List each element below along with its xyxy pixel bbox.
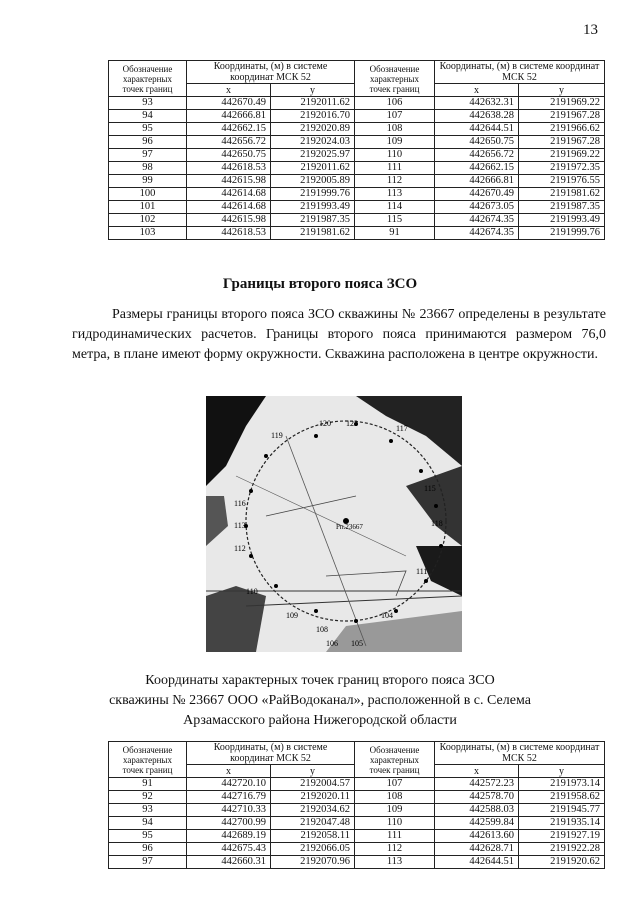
table-cell: 442644.51 [435, 123, 519, 136]
table-cell: 2191972.35 [519, 162, 605, 175]
map-label: 116 [234, 499, 246, 508]
table-cell: 101 [109, 201, 187, 214]
table-cell: 442662.15 [435, 162, 519, 175]
map-label: 118 [431, 519, 443, 528]
table-cell: 2191999.76 [271, 188, 355, 201]
table-cell: 2192011.62 [271, 97, 355, 110]
table-cell: 109 [355, 136, 435, 149]
table-cell: 96 [109, 136, 187, 149]
table-cell: 2191927.19 [519, 830, 605, 843]
table-cell: 442666.81 [187, 110, 271, 123]
table-cell: 442689.19 [187, 830, 271, 843]
table-cell: 442618.53 [187, 227, 271, 240]
table-cell: 102 [109, 214, 187, 227]
designation-header: Обозначение характерных точек границ [355, 61, 435, 97]
y-header: y [519, 765, 605, 778]
table-cell: 113 [355, 188, 435, 201]
table-cell: 96 [109, 843, 187, 856]
table-row [109, 214, 605, 227]
table-cell: 97 [109, 856, 187, 869]
table-cell: 2192016.70 [271, 110, 355, 123]
table-cell: 103 [109, 227, 187, 240]
table-cell: 95 [109, 123, 187, 136]
x-header: x [435, 765, 519, 778]
table-cell: 2192034.62 [271, 804, 355, 817]
table-row [109, 830, 605, 843]
map-label: 111 [416, 567, 428, 576]
map-label: 105 [351, 639, 363, 648]
table-cell: 94 [109, 110, 187, 123]
designation-header: Обозначение характерных точек границ [355, 742, 435, 778]
table-cell: 442660.31 [187, 856, 271, 869]
coordinates-table-2 [108, 741, 605, 869]
map-label: 108 [316, 625, 328, 634]
caption-line-2: скважины № 23667 ООО «РайВодоканал», расположенной в с. Селема [109, 693, 531, 708]
table-cell: 442662.15 [187, 123, 271, 136]
table-cell: 2191966.62 [519, 123, 605, 136]
map-label: 110 [246, 587, 258, 596]
coords-header: Координаты, (м) в системе координат МСК 52 [187, 61, 355, 84]
table-cell: 95 [109, 830, 187, 843]
x-header: x [187, 84, 271, 97]
table-row [109, 201, 605, 214]
table-cell: 97 [109, 149, 187, 162]
map-image [206, 396, 462, 652]
table-cell: 2191987.35 [519, 201, 605, 214]
map-label: 112 [234, 544, 246, 553]
y-header: y [519, 84, 605, 97]
table-cell: 2192020.11 [271, 791, 355, 804]
map-label: 109 [286, 611, 298, 620]
table-cell: 442578.70 [435, 791, 519, 804]
table-cell: 113 [355, 856, 435, 869]
table-cell: 91 [355, 227, 435, 240]
table-cell: 2191958.62 [519, 791, 605, 804]
table-cell: 112 [355, 175, 435, 188]
table-cell: 442670.49 [187, 97, 271, 110]
table-cell: 100 [109, 188, 187, 201]
table-row [109, 856, 605, 869]
map-label: 104 [381, 611, 393, 620]
zone-map [206, 396, 462, 652]
table-caption [60, 671, 580, 731]
coords-header: Координаты, (м) в системе координат МСК 52 [187, 742, 355, 765]
designation-header: Обозначение характерных точек границ [109, 742, 187, 778]
table-row [109, 162, 605, 175]
page-number: 13 [583, 22, 598, 38]
table-cell: 442615.98 [187, 175, 271, 188]
table-cell: 2191945.77 [519, 804, 605, 817]
caption-line-1: Координаты характерных точек границ второго пояса ЗСО [145, 673, 495, 688]
table-cell: 93 [109, 804, 187, 817]
table-row [109, 804, 605, 817]
table-cell: 2192070.96 [271, 856, 355, 869]
table-cell: 115 [355, 214, 435, 227]
table-cell: 92 [109, 791, 187, 804]
y-header: y [271, 84, 355, 97]
table-row [109, 227, 605, 240]
table-cell: 442644.51 [435, 856, 519, 869]
table-cell: 107 [355, 110, 435, 123]
table-cell: 2192047.48 [271, 817, 355, 830]
table-cell: 442613.60 [435, 830, 519, 843]
table-cell: 114 [355, 201, 435, 214]
table-cell: 442638.28 [435, 110, 519, 123]
map-label: 115 [424, 484, 436, 493]
table-cell: 442572.23 [435, 778, 519, 791]
table-cell: 442666.81 [435, 175, 519, 188]
table-cell: 2191981.62 [271, 227, 355, 240]
table-cell: 442710.33 [187, 804, 271, 817]
table2-body [109, 778, 605, 869]
map-label: 120 [319, 419, 331, 428]
table-cell: 442700.99 [187, 817, 271, 830]
map-label: 113 [234, 521, 246, 530]
table-row [109, 791, 605, 804]
table-cell: 442588.03 [435, 804, 519, 817]
table-cell: 2192020.89 [271, 123, 355, 136]
table-cell: 2191920.62 [519, 856, 605, 869]
table-cell: 442656.72 [435, 149, 519, 162]
table-cell: 2192058.11 [271, 830, 355, 843]
table-cell: 2192004.57 [271, 778, 355, 791]
table-cell: 442675.43 [187, 843, 271, 856]
designation-header: Обозначение характерных точек границ [109, 61, 187, 97]
table-cell: 2192005.89 [271, 175, 355, 188]
y-header: y [271, 765, 355, 778]
table-cell: 2191981.62 [519, 188, 605, 201]
table-cell: 2191967.28 [519, 136, 605, 149]
table-cell: 94 [109, 817, 187, 830]
table-cell: 93 [109, 97, 187, 110]
table-row [109, 97, 605, 110]
table-cell: 2191973.14 [519, 778, 605, 791]
map-label: 106 [326, 639, 338, 648]
table1-body [109, 97, 605, 240]
table-cell: 442615.98 [187, 214, 271, 227]
table-cell: 2192066.05 [271, 843, 355, 856]
table-cell: 442599.84 [435, 817, 519, 830]
table-cell: 442673.05 [435, 201, 519, 214]
table-cell: 2191999.76 [519, 227, 605, 240]
section-paragraph: Размеры границы второго пояса ЗСО скважины № 23667 определены в результате гидродинамических расчетов. Границы второго пояса принимаются размером 76,0 метра, в плане имеют форму окружности. Скважина расположена в центре окружности. [72, 307, 606, 362]
table-row [109, 175, 605, 188]
table-cell: 2191935.14 [519, 817, 605, 830]
table-cell: 2191993.49 [519, 214, 605, 227]
table-cell: 2191993.49 [271, 201, 355, 214]
table-cell: 2191969.22 [519, 97, 605, 110]
table-cell: 442618.53 [187, 162, 271, 175]
section-heading: Границы второго пояса ЗСО [222, 276, 418, 292]
table-cell: 110 [355, 149, 435, 162]
table-row [109, 110, 605, 123]
coordinates-table-1 [108, 60, 605, 240]
table-cell: 2191922.28 [519, 843, 605, 856]
table-cell: 112 [355, 843, 435, 856]
coords-header: Координаты, (м) в системе координат МСК 52 [435, 742, 605, 765]
table-row [109, 136, 605, 149]
table-cell: 442650.75 [435, 136, 519, 149]
x-header: x [187, 765, 271, 778]
table-cell: 442670.49 [435, 188, 519, 201]
table-cell: 110 [355, 817, 435, 830]
table-cell: 442656.72 [187, 136, 271, 149]
table-cell: 2192024.03 [271, 136, 355, 149]
table-cell: 442614.68 [187, 201, 271, 214]
table-cell: 2191976.55 [519, 175, 605, 188]
table-row [109, 188, 605, 201]
table-cell: 108 [355, 123, 435, 136]
table-cell: 2191987.35 [271, 214, 355, 227]
caption-line-3: Арзамасского района Нижегородской области [183, 713, 457, 728]
table-cell: 2191969.22 [519, 149, 605, 162]
table-row [109, 843, 605, 856]
map-label: 123 [346, 419, 358, 428]
table-cell: 442720.10 [187, 778, 271, 791]
x-header: x [435, 84, 519, 97]
table-row [109, 123, 605, 136]
table-cell: 442716.79 [187, 791, 271, 804]
table-cell: 442674.35 [435, 214, 519, 227]
table-cell: 98 [109, 162, 187, 175]
table-cell: 111 [355, 830, 435, 843]
table-cell: 2191967.28 [519, 110, 605, 123]
table-cell: 2192011.62 [271, 162, 355, 175]
table-row [109, 149, 605, 162]
table-cell: 108 [355, 791, 435, 804]
table-cell: 107 [355, 778, 435, 791]
table-cell: 91 [109, 778, 187, 791]
table-cell: 442674.35 [435, 227, 519, 240]
table-cell: 111 [355, 162, 435, 175]
well-label: Рп.23667 [336, 523, 363, 531]
table-cell: 442632.31 [435, 97, 519, 110]
table-cell: 99 [109, 175, 187, 188]
table-cell: 442650.75 [187, 149, 271, 162]
table-cell: 106 [355, 97, 435, 110]
table-cell: 2192025.97 [271, 149, 355, 162]
table-row [109, 817, 605, 830]
map-label: 117 [396, 424, 408, 433]
table-cell: 442614.68 [187, 188, 271, 201]
table-cell: 442628.71 [435, 843, 519, 856]
coords-header: Координаты, (м) в системе координат МСК 52 [435, 61, 605, 84]
table-cell: 109 [355, 804, 435, 817]
map-label: 119 [271, 431, 283, 440]
table-row [109, 778, 605, 791]
